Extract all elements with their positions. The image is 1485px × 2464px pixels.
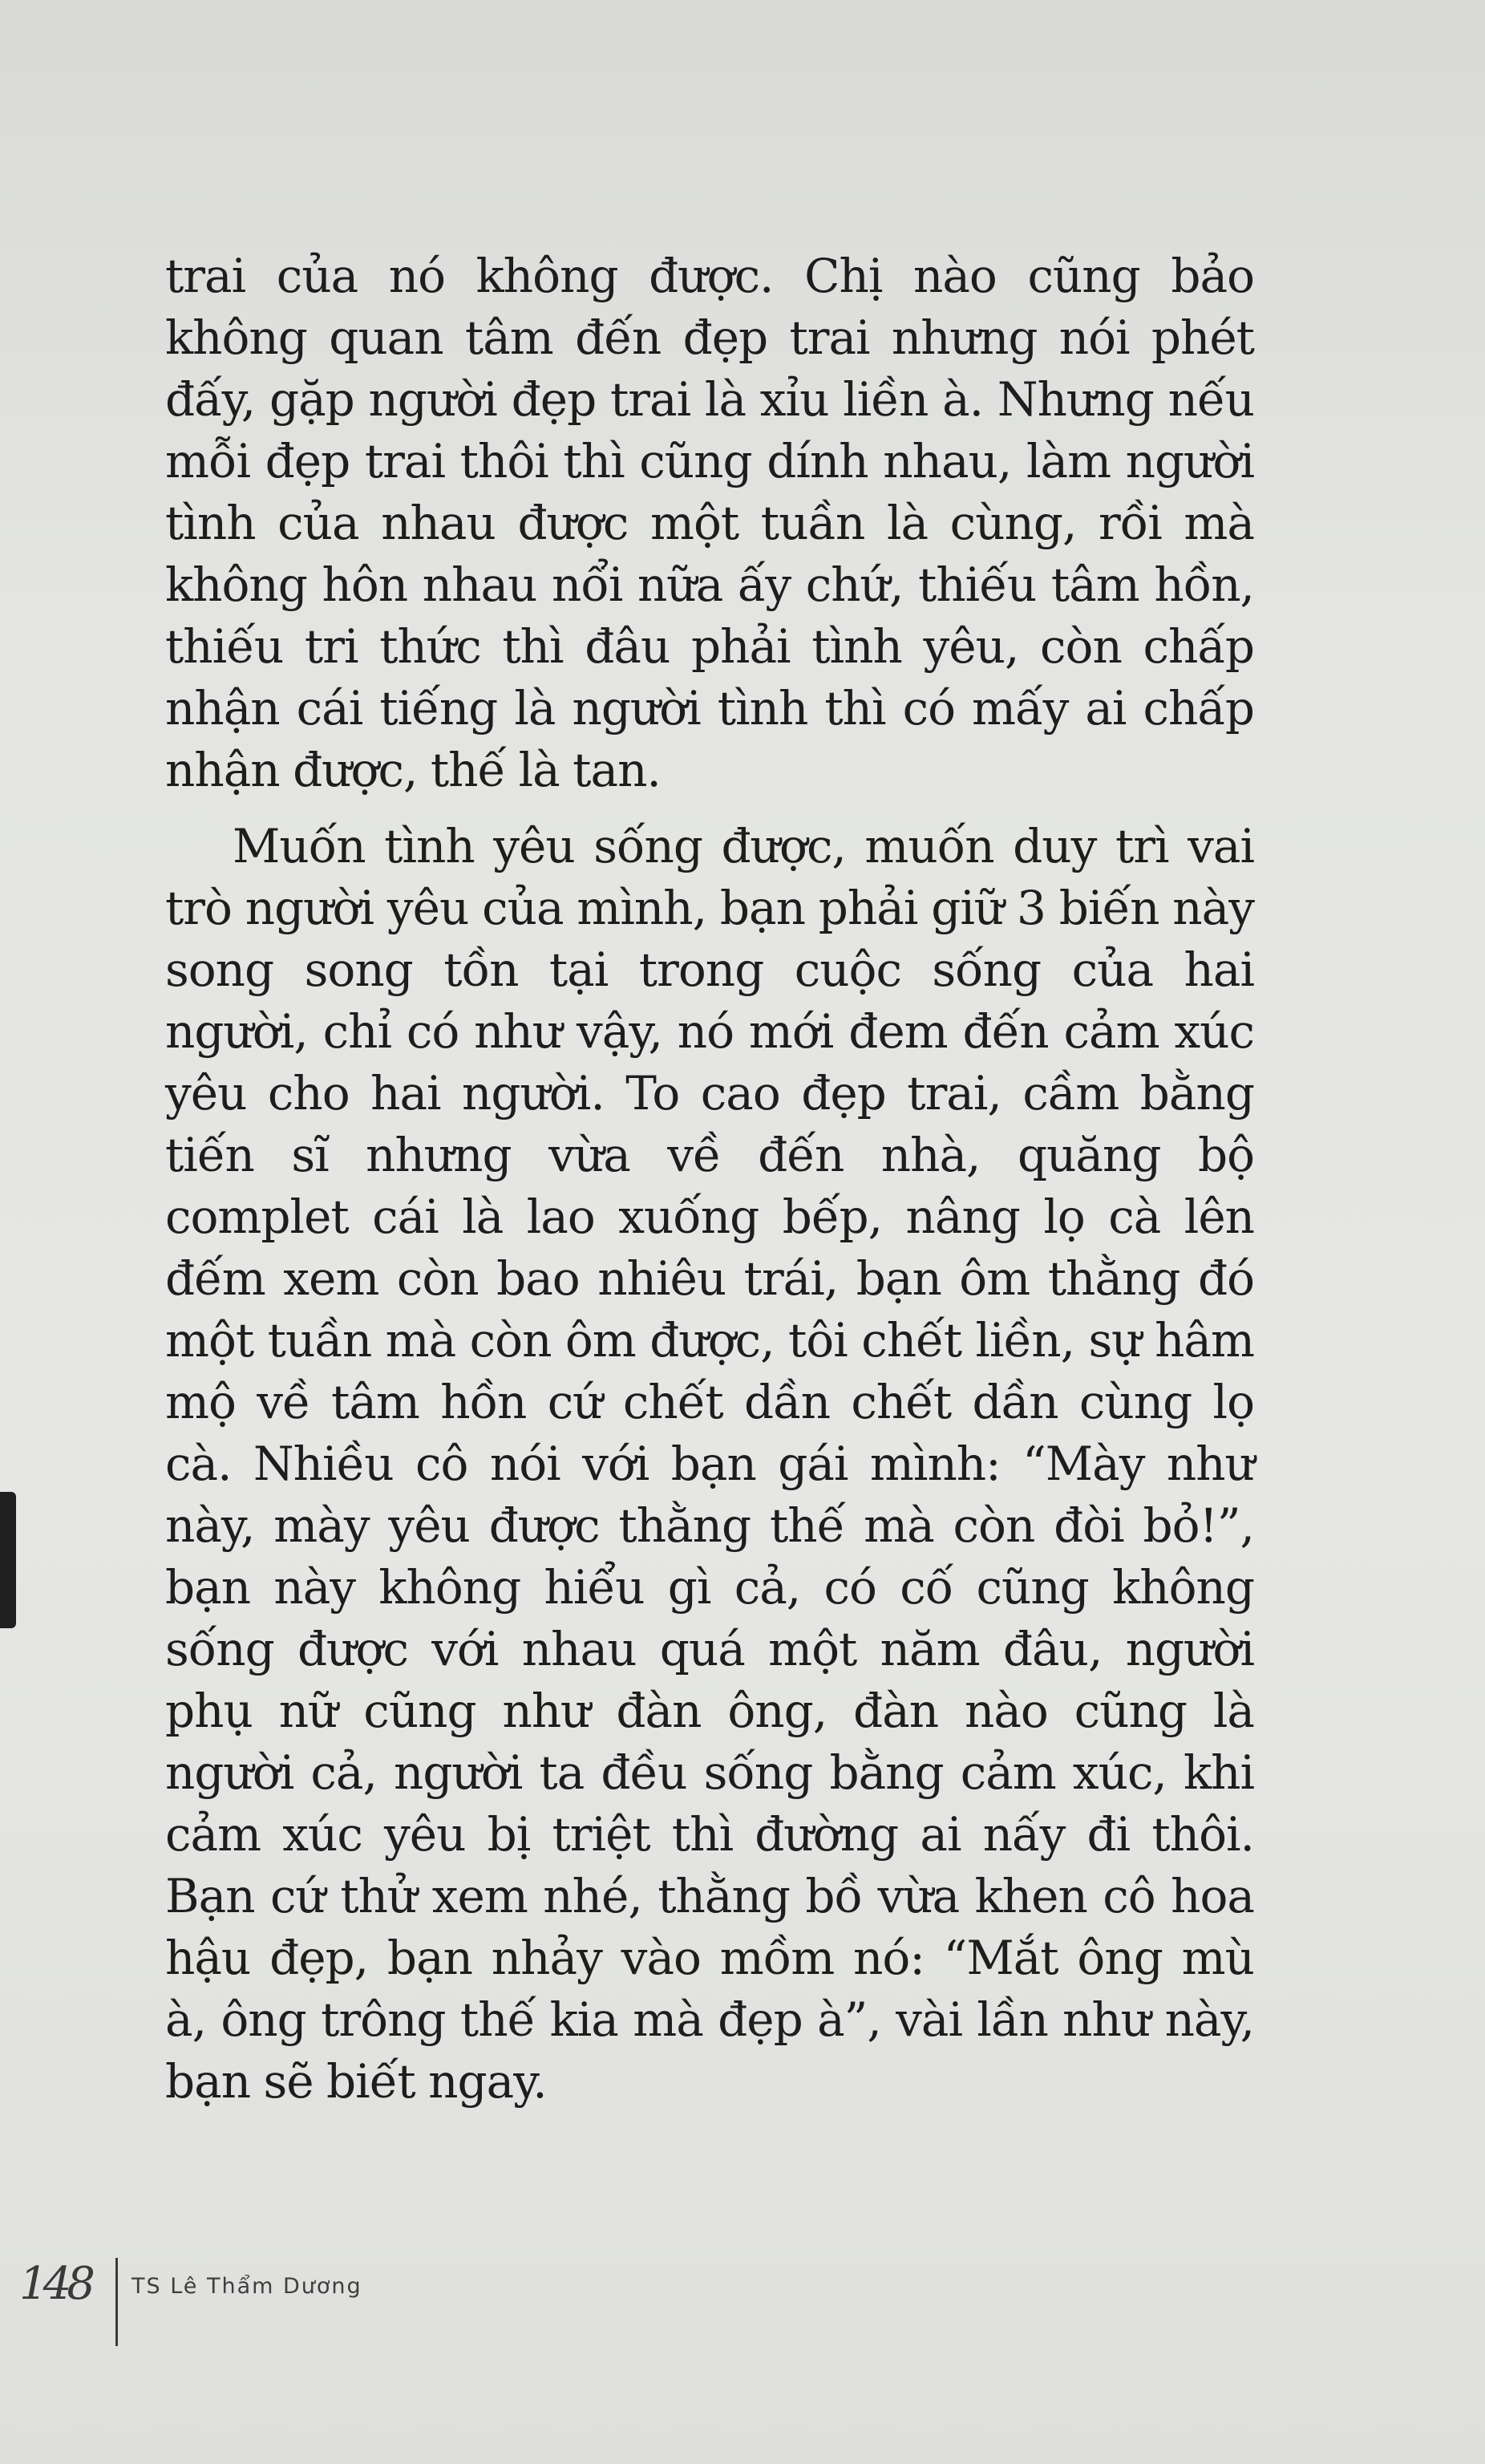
page-edge-shadow [0, 1492, 16, 1628]
page-number: 148 [19, 2258, 91, 2310]
footer-divider [115, 2258, 118, 2346]
running-head-author: TS Lê Thẩm Dương [132, 2274, 362, 2299]
body-text [165, 245, 1254, 2113]
paragraph-1: trai của nó không được. Chị nào cũng bảo không quan tâm đến đẹp trai nhưng nói phét đấy, gặp người đẹp trai là xỉu liền à. Nhưng nếu mỗi đẹp trai thôi thì cũng dính nhau, làm người tình của nhau được một tuần là cùng, rồi mà không hôn nhau nổi nữa ấy chứ, thiếu tâm hồn, thiếu tri thức thì đâu phải tình yêu, còn chấp nhận cái tiếng là người tình thì có mấy ai chấp nhận được, thế là tan. [165, 249, 1254, 797]
paragraph-2: Muốn tình yêu sống được, muốn duy trì vai trò người yêu của mình, bạn phải giữ 3 biến này song song tồn tại trong cuộc sống của hai người, chỉ có như vậy, nó mới đem đến cảm xúc yêu cho hai người. To cao đẹp trai, cầm bằng tiến sĩ nhưng vừa về đến nhà, quăng bộ complet cái là lao xuống bếp, nâng lọ cà lên đếm xem còn bao nhiêu trái, bạn ôm thằng đó một tuần mà còn ôm được, tôi chết liền, sự hâm mộ về tâm hồn cứ chết dần chết dần cùng lọ cà. Nhiều cô nói với bạn gái mình: “Mày như này, mày yêu được thằng thế mà còn đòi bỏ!”, bạn này không hiểu gì cả, có cố cũng không sống được với nhau quá một năm đâu, người phụ nữ cũng như đàn ông, đàn nào cũng là người cả, người ta đều sống bằng cảm xúc, khi cảm xúc yêu bị triệt thì đường ai nấy đi thôi. Bạn cứ thử xem nhé, thằng bồ vừa khen cô hoa hậu đẹp, bạn nhảy vào mồm nó: “Mắt ông mù à, ông trông thế kia mà đẹp à”, vài lần như này, bạn sẽ biết ngay. [165, 819, 1254, 2109]
page-footer [19, 2258, 500, 2354]
